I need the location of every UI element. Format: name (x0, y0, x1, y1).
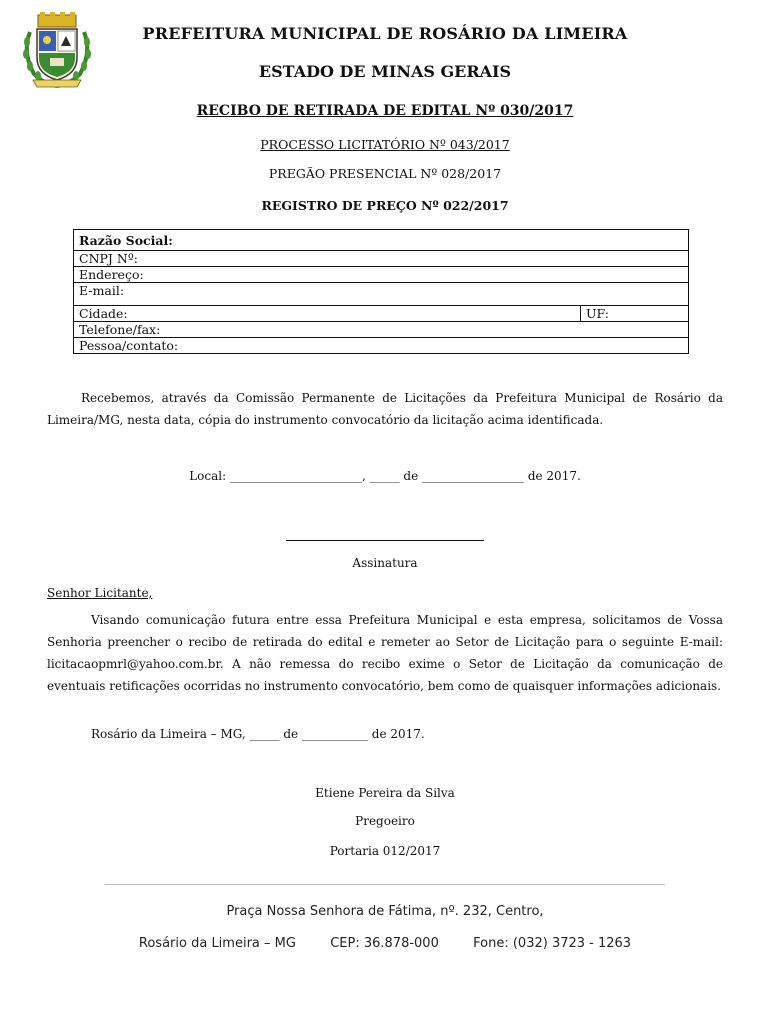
municipality-title: PREFEITURA MUNICIPAL DE ROSÁRIO DA LIMEIRA (142, 24, 628, 43)
telefone-field[interactable]: Telefone/fax: (74, 322, 689, 338)
receipt-title: RECIBO DE RETIRADA DE EDITAL Nº 030/2017 (196, 103, 574, 119)
signature-line (286, 540, 484, 541)
uf-field[interactable]: UF: (581, 306, 689, 322)
city-date-line: Rosário da Limeira – MG, _____ de ___________ de 2017. (91, 727, 425, 741)
signature-label: Assinatura (352, 556, 418, 570)
notice-paragraph-text: Visando comunicação futura entre essa Prefeitura Municipal e esta empresa, solicitamos de Vossa Senhoria preencher o recibo de retirada do edital e remeter ao Setor de Licitação para o seguinte E-mail: licitacaopmrl@yahoo.com.br. A não remessa do recibo exime o Setor de Licitação da comunicação de eventuais retificações ocorridas no instrumento convocatório, bem como de quaisquer informações adicionais. (47, 613, 723, 693)
footer-contact (0, 936, 770, 951)
signer-role: Pregoeiro (355, 814, 415, 828)
receipt-paragraph-text: Recebemos, através da Comissão Permanente de Licitações da Prefeitura Municipal de Rosário da Limeira/MG, nesta data, cópia do instrumento convocatório da licitação acima identificada. (47, 391, 723, 427)
footer-divider (105, 884, 665, 885)
bidder-info-form (73, 229, 689, 354)
state-title: ESTADO DE MINAS GERAIS (258, 62, 512, 81)
pessoa-contato-field[interactable]: Pessoa/contato: (74, 338, 689, 354)
salutation: Senhor Licitante, (47, 586, 153, 600)
signer-ordinance: Portaria 012/2017 (329, 844, 441, 858)
cnpj-field[interactable]: CNPJ Nº: (74, 251, 689, 267)
receipt-paragraph (47, 387, 723, 431)
footer-cep: CEP: 36.878-000 (330, 936, 439, 951)
auction-number: PREGÃO PRESENCIAL Nº 028/2017 (268, 166, 502, 181)
cidade-field[interactable]: Cidade: (74, 306, 581, 322)
local-date-line: Local: ______________________, _____ de _________________ de 2017. (189, 469, 581, 483)
footer-city: Rosário da Limeira – MG (138, 936, 296, 951)
notice-paragraph (47, 609, 723, 697)
signer-name: Etiene Pereira da Silva (315, 786, 455, 800)
endereco-field[interactable]: Endereço: (74, 267, 689, 283)
process-number: PROCESSO LICITATÓRIO Nº 043/2017 (260, 137, 510, 152)
footer-address: Praça Nossa Senhora de Fátima, nº. 232, Centro, (226, 904, 544, 919)
email-field[interactable]: E-mail: (74, 283, 689, 306)
razao-social-field[interactable]: Razão Social: (74, 230, 689, 251)
footer-phone: Fone: (032) 3723 - 1263 (473, 936, 632, 951)
price-registry-number: REGISTRO DE PREÇO Nº 022/2017 (261, 198, 509, 213)
